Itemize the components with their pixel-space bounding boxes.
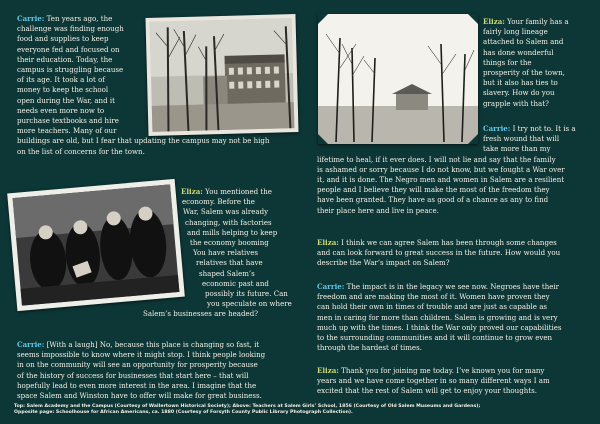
text-line: Salem’s businesses are headed? — [143, 309, 258, 319]
text-line: relatives that have — [196, 258, 263, 268]
text-line: changing, with factories — [185, 217, 272, 227]
text-line: men in caring for more than children. Salem is growing and is very — [317, 312, 558, 322]
text-line: their education. Today, the — [17, 54, 113, 64]
text-line: [With a laugh] No, because this place is changing so fast, it — [46, 340, 260, 349]
text-line: through the hardest of times. — [317, 343, 422, 353]
text-line: describe the War’s impact on Salem? — [317, 258, 450, 268]
text-line: years and we have come together in so many different ways I am — [317, 376, 550, 386]
photo-salem-academy-campus — [145, 14, 298, 136]
text-line: fairly long lineage — [483, 27, 548, 37]
speaker-carrie: Carrie: — [483, 124, 511, 133]
text-line: everyone fed and focused on — [17, 44, 120, 54]
text-line: space Salem and Winston have to offer will make for great business. — [17, 391, 262, 401]
text-line: I think we can agree Salem has been through some changes — [341, 238, 557, 247]
text-line: take more than my — [483, 144, 551, 154]
text-line: purchase textbooks and hire — [17, 116, 119, 126]
speaker-eliza: Eliza: — [317, 366, 339, 375]
speaker-eliza: Eliza: — [317, 238, 339, 247]
text-line: attached to Salem and — [483, 37, 564, 47]
text-line: hopefully lead to even more interest in the area. I imagine that the — [17, 380, 257, 390]
text-line: of its age. It took a lot of — [17, 75, 105, 85]
eliza-closing — [317, 366, 592, 397]
text-line: has done wonderful — [483, 47, 554, 57]
speaker-carrie: Carrie: — [17, 340, 45, 349]
text-line: more teachers. Many of our — [17, 126, 117, 136]
text-line: money to keep the school — [17, 85, 109, 95]
text-line: excited that the rest of Salem will get to enjoy your thoughts. — [317, 386, 537, 396]
text-line: buildings are old, but I fear that updating the campus may not be high — [17, 136, 270, 146]
text-line: possibly its future. Can — [205, 289, 288, 299]
eliza-question-lineage — [483, 17, 591, 109]
eliza-question-war-impact — [317, 238, 592, 269]
text-line: the economy booming — [190, 238, 269, 248]
text-line: people and I believe they will make the most of the freedom they — [317, 185, 550, 195]
text-line: is ashamed or sorry because I do not know, but we fought a War over — [317, 164, 565, 174]
caption-line: Top: Salem Academy and the Campus (Courtesy of Wallertown Historical Society); Above: Teachers at Salem Girls’ School, 1856 (Courtesy of Old Salem Museums and Gardens); — [14, 404, 481, 409]
text-line: open during the War, and it — [17, 95, 115, 105]
text-line: in on the community will see an opportunity for prosperity because — [17, 360, 258, 370]
photo-credits-caption — [14, 404, 586, 417]
speaker-eliza: Eliza: — [181, 187, 203, 196]
photo-teachers-salem-girls-school — [7, 179, 185, 311]
speaker-eliza: Eliza: — [483, 17, 505, 26]
text-line: Ten years ago, the — [46, 14, 113, 23]
text-line: lifetime to heal, if it ever does. I will not lie and say that the family — [317, 154, 556, 164]
text-line: on the list of concerns for the town. — [17, 146, 145, 156]
eliza-question-economy — [143, 187, 311, 320]
text-line: The impact is in the legacy we see now. Negroes have their — [346, 282, 560, 291]
text-line: it, and it is done. The Negro men and women in Salem are a resilient — [317, 175, 565, 185]
text-line: fresh wound that will — [483, 134, 560, 144]
text-line: campus is struggling because — [17, 65, 124, 75]
speaker-carrie: Carrie: — [317, 282, 345, 291]
text-line: economic past and — [202, 278, 269, 288]
text-line: slavery. How do you — [483, 88, 555, 98]
text-line: have been granted. They have as good of a chance as any to find — [317, 195, 549, 205]
text-line: seems impossible to know where it might stop. I think people looking — [17, 350, 266, 360]
text-line: but it also has ties to — [483, 78, 558, 88]
text-line: challenge was finding enough — [17, 24, 124, 34]
text-line: much up with the times. I think the War only proved our capabilities — [317, 322, 562, 332]
text-line: and can look forward to great success in the future. How would you — [317, 248, 561, 258]
text-line: economy. Before the — [182, 197, 255, 207]
text-line: and mills helping to keep — [187, 227, 278, 237]
text-line: Your family has a — [507, 17, 569, 26]
carrie-answer-legacy — [317, 282, 592, 353]
carrie-answer-business — [17, 340, 317, 401]
caption-line: Opposite page: Schoolhouse for African Americans, ca. 1880 (Courtesy of Forsyth County Public Library Photograph Collection). — [14, 410, 353, 416]
text-line: You mentioned the — [205, 187, 272, 196]
text-line: shaped Salem’s — [199, 268, 255, 278]
text-line: Thank you for joining me today. I’ve known you for many — [341, 366, 545, 375]
text-line: freedom and are making the most of it. Women have proven they — [317, 292, 550, 302]
text-line: grapple with that? — [483, 98, 549, 108]
text-line: things for the — [483, 57, 532, 67]
text-line: you speculate on where — [207, 299, 292, 309]
text-line: War, Salem was already — [183, 207, 269, 217]
speaker-carrie: Carrie: — [17, 14, 45, 23]
text-line: You have relatives — [193, 248, 259, 258]
text-line: prosperity of the town, — [483, 68, 565, 78]
text-line: their place here and live in peace. — [317, 205, 439, 215]
text-line: to the surrounding communities and it will continue to grow even — [317, 333, 553, 343]
carrie-answer-slavery — [317, 124, 592, 216]
text-line: needs even more now to — [17, 105, 105, 115]
text-line: I try not to. It is a — [512, 124, 576, 133]
text-line: can hold their own in times of trouble and are just as capable as — [317, 302, 548, 312]
text-line: food and supplies to keep — [17, 34, 109, 44]
text-line: of the history of success for businesses that start here – that will — [17, 370, 249, 380]
